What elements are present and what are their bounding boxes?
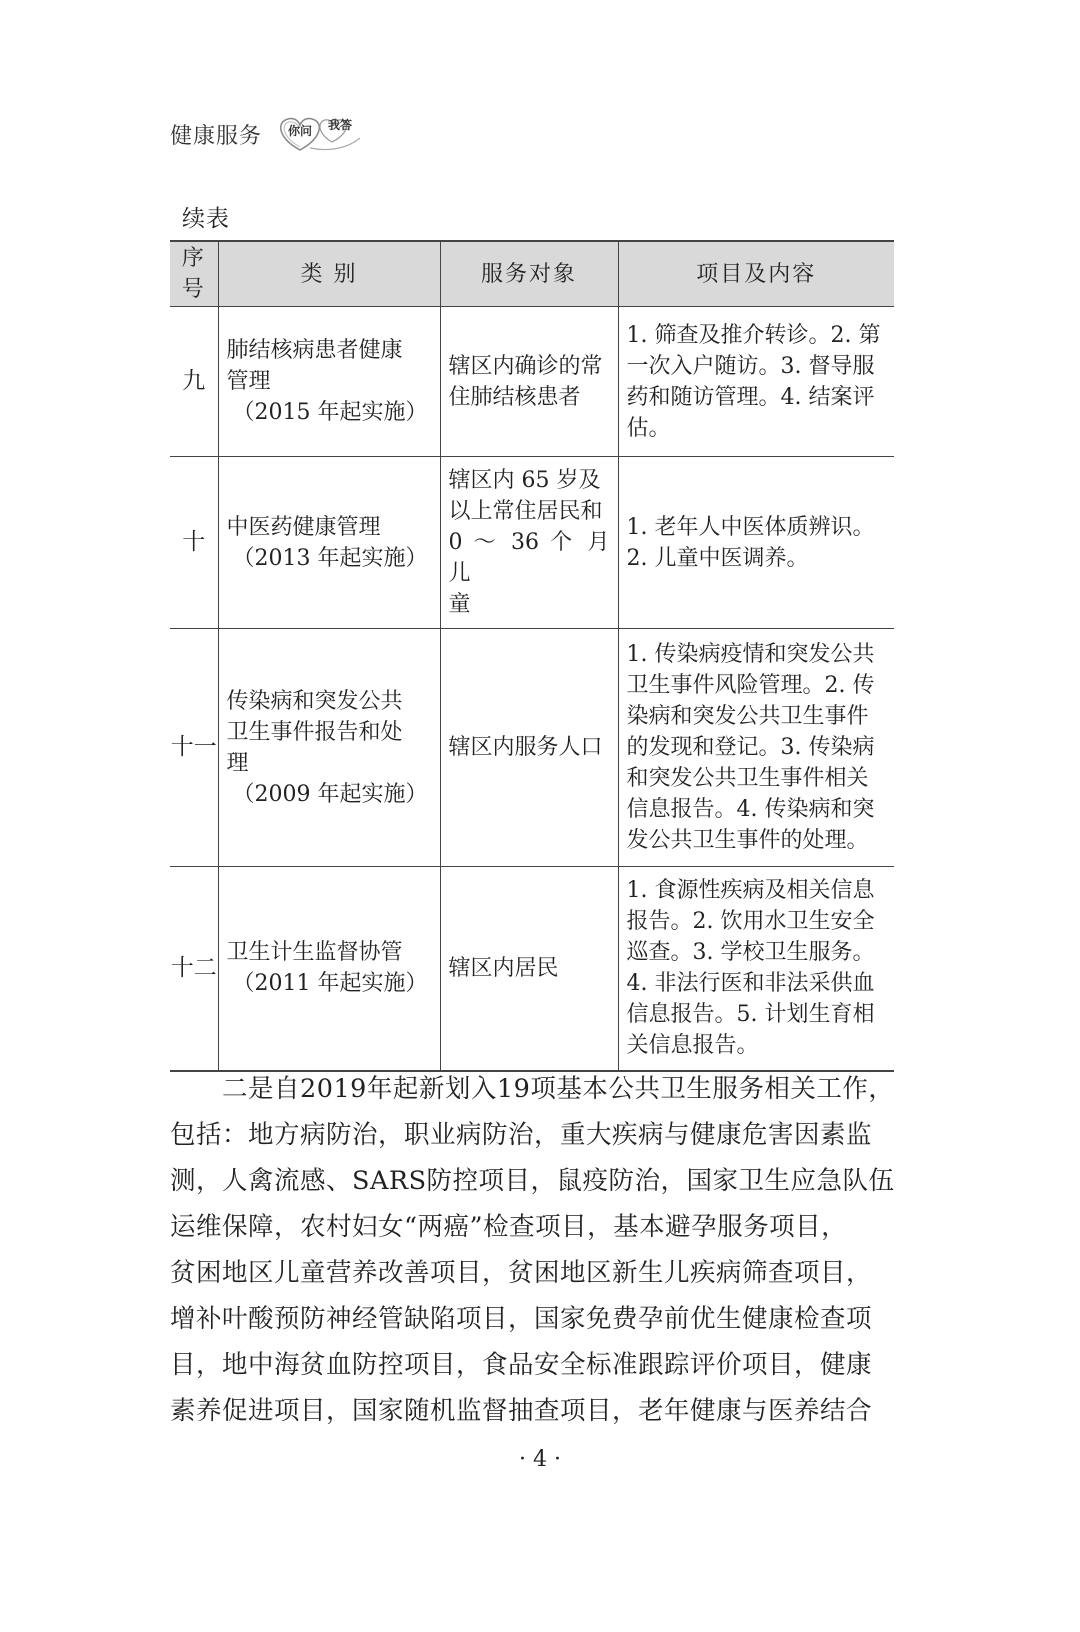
category-line: 卫生事件报告和处	[226, 719, 403, 745]
paragraph-line: 素养促进项目，国家随机监督抽查项目，老年健康与医养结合	[170, 1396, 873, 1426]
content-line: 药和随访管理。4. 结案评	[626, 384, 875, 410]
content-line: 1. 老年人中医体质辨识。	[626, 514, 875, 540]
row-content	[618, 629, 894, 867]
paragraph-line: 目，地中海贫血防控项目，食品安全标准跟踪评价项目，健康	[170, 1350, 873, 1380]
column-header-content: 项目及内容	[618, 241, 894, 307]
target-line: 以上常住居民和	[448, 499, 603, 524]
table-row	[170, 629, 894, 867]
logo-text-right: 我答	[328, 118, 353, 132]
services-table	[170, 240, 894, 1072]
paragraph-line: 二是自2019年起新划入19项基本公共卫生服务相关工作，	[222, 1074, 895, 1104]
target-line: 童	[448, 592, 471, 617]
body-paragraph	[170, 1066, 894, 1434]
row-number: 十二	[170, 867, 218, 1071]
row-target	[440, 457, 618, 629]
target-line: 辖区内 65 岁及	[448, 468, 601, 493]
row-content	[618, 867, 894, 1071]
content-line: 报告。2. 饮用水卫生安全	[626, 909, 875, 935]
row-number: 十	[170, 457, 218, 629]
logo-text-left: 你问	[288, 124, 313, 138]
table-row	[170, 457, 894, 629]
content-line: 信息报告。5. 计划生育相	[626, 1002, 875, 1028]
content-line: 2. 儿童中医调养。	[626, 545, 809, 571]
row-target	[440, 867, 618, 1071]
table-header-row	[170, 241, 894, 307]
row-number: 十一	[170, 629, 218, 867]
content-line: 1. 食源性疾病及相关信息	[626, 878, 875, 904]
target-line: 辖区内服务人口	[448, 735, 603, 760]
category-line: 卫生计生监督协管	[226, 940, 403, 966]
row-category	[218, 457, 440, 629]
table-caption: 续表	[182, 206, 230, 232]
content-line: 估。	[626, 415, 671, 441]
content-line: 4. 非法行医和非法采供血	[626, 971, 875, 997]
content-line: 卫生事件风险管理。2. 传	[626, 673, 875, 698]
target-line: 0 ～ 36 个 月 儿	[448, 530, 610, 586]
paragraph-line: 包括：地方病防治，职业病防治，重大疾病与健康危害因素监	[170, 1120, 873, 1150]
content-line: 染病和突发公共卫生事件	[626, 704, 869, 729]
column-header-number: 序号	[170, 241, 218, 307]
paragraph-line: 贫困地区儿童营养改善项目，贫困地区新生儿疾病筛查项目，	[170, 1258, 873, 1288]
page-number: · 4 ·	[519, 1447, 561, 1472]
running-header	[170, 112, 362, 156]
column-header-target: 服务对象	[440, 241, 618, 307]
category-line: 传染病和突发公共	[226, 688, 403, 714]
paragraph-line: 增补叶酸预防神经管缺陷项目，国家免费孕前优生健康检查项	[170, 1304, 873, 1334]
content-line: 信息报告。4. 传染病和突	[626, 797, 875, 822]
row-target	[440, 307, 618, 457]
start-year-note: （2011 年起实施）	[232, 971, 428, 997]
category-line: 理	[226, 750, 249, 776]
paragraph-line: 测，人禽流感、SARS防控项目，鼠疫防治，国家卫生应急队伍	[170, 1166, 895, 1196]
row-category	[218, 867, 440, 1071]
content-line: 1. 传染病疫情和突发公共	[626, 642, 875, 667]
row-target	[440, 629, 618, 867]
category-line: 中医药健康管理	[226, 514, 381, 540]
content-line: 1. 筛查及推介转诊。2. 第	[626, 322, 881, 348]
row-number: 九	[170, 307, 218, 457]
table-row	[170, 867, 894, 1071]
category-line: 肺结核病患者健康	[226, 338, 403, 363]
header-title: 健康服务	[170, 123, 263, 149]
start-year-note: （2009 年起实施）	[232, 781, 428, 807]
row-category	[218, 307, 440, 457]
content-line: 关信息报告。	[626, 1033, 759, 1059]
paragraph-line: 运维保障，农村妇女“两癌”检查项目，基本避孕服务项目，	[170, 1212, 848, 1242]
column-header-category: 类 别	[218, 241, 440, 307]
content-line: 发公共卫生事件的处理。	[626, 828, 869, 853]
table-row	[170, 307, 894, 457]
start-year-note: （2013 年起实施）	[232, 545, 428, 571]
row-content	[618, 307, 894, 457]
target-line: 住肺结核患者	[448, 384, 581, 410]
heart-logo-icon	[270, 112, 362, 156]
content-line: 和突发公共卫生事件相关	[626, 766, 869, 791]
row-content	[618, 457, 894, 629]
target-line: 辖区内确诊的常	[448, 353, 603, 379]
category-line: 管理	[226, 369, 271, 394]
content-line: 一次入户随访。3. 督导服	[626, 353, 875, 379]
content-line: 的发现和登记。3. 传染病	[626, 735, 875, 760]
content-line: 巡查。3. 学校卫生服务。	[626, 940, 875, 966]
row-category	[218, 629, 440, 867]
target-line: 辖区内居民	[448, 955, 559, 981]
start-year-note: （2015 年起实施）	[232, 400, 428, 425]
